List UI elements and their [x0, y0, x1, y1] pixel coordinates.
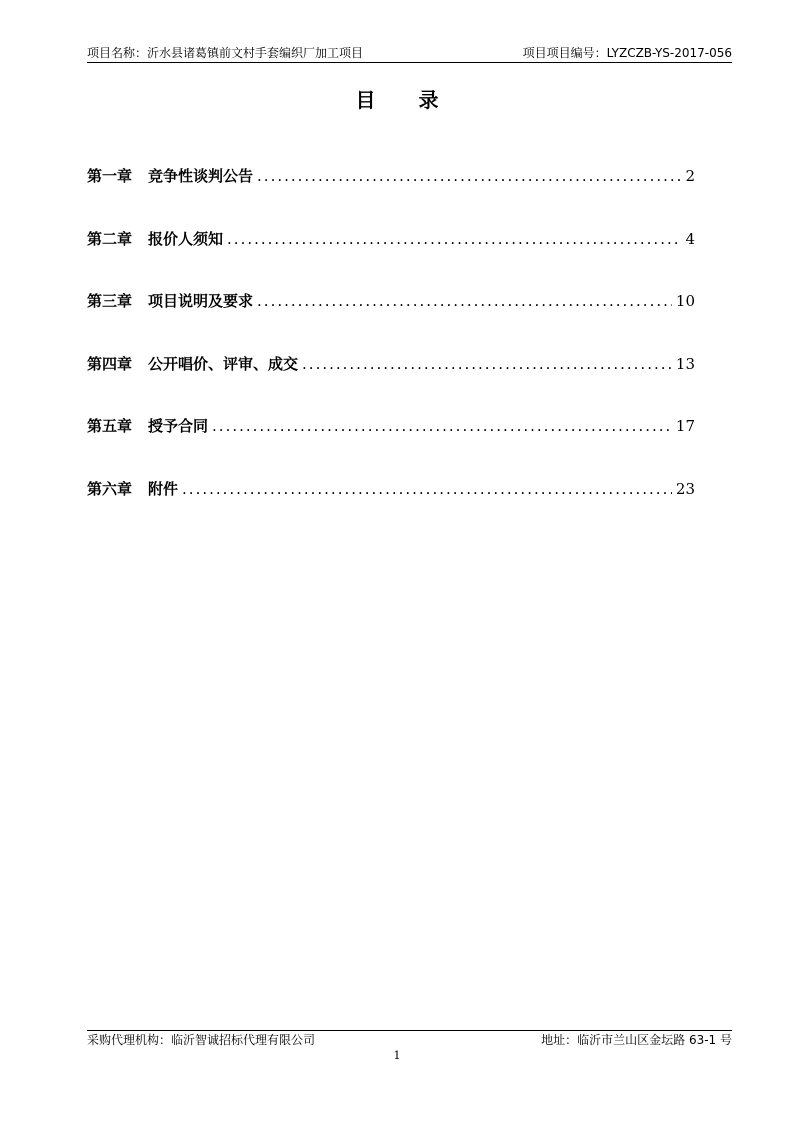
toc-chapter: 第二章	[87, 229, 133, 248]
header-project-name: 项目名称：沂水县诸葛镇前文村手套编织厂加工项目	[87, 46, 364, 60]
footer-address: 地址：临沂市兰山区金坛路 63-1 号	[541, 1033, 732, 1047]
toc-entry-title: 附件	[148, 479, 179, 498]
toc-entry-title: 项目说明及要求	[148, 292, 254, 310]
toc-entry-3[interactable]	[87, 290, 695, 314]
header-project-number: 项目项目编号：LYZCZB-YS-2017-056	[522, 46, 732, 60]
toc-chapter: 第一章	[87, 167, 133, 185]
toc-page-number: 4	[685, 229, 695, 248]
toc-leader-dots	[182, 480, 672, 498]
toc-leader-dots	[212, 417, 672, 435]
toc-chapter: 第四章	[87, 354, 133, 373]
header-divider	[87, 62, 732, 63]
page-number: 1	[393, 1049, 401, 1062]
toc-entry-5[interactable]	[87, 415, 695, 439]
toc-page-number: 17	[675, 417, 695, 435]
page-footer	[87, 1033, 732, 1048]
footer-divider	[87, 1030, 732, 1031]
toc-page-number: 13	[675, 354, 695, 373]
toc-title: 目 录	[355, 88, 457, 112]
toc-entry-title: 公开唱价、评审、成交	[148, 354, 299, 373]
toc-page-number: 23	[675, 479, 695, 498]
table-of-contents	[87, 165, 695, 540]
toc-leader-dots	[227, 230, 681, 248]
toc-chapter: 第五章	[87, 417, 133, 435]
toc-page-number: 2	[685, 167, 695, 185]
toc-entry-title: 竞争性谈判公告	[148, 167, 254, 185]
toc-entry-6[interactable]	[87, 478, 695, 502]
toc-entry-title: 授予合同	[148, 417, 209, 435]
toc-leader-dots	[257, 292, 672, 310]
toc-entry-2[interactable]	[87, 228, 695, 252]
toc-leader-dots	[257, 167, 681, 185]
toc-page-number: 10	[675, 292, 695, 310]
page-header	[87, 46, 732, 61]
toc-chapter: 第三章	[87, 292, 133, 310]
toc-leader-dots	[302, 355, 672, 373]
toc-entry-title: 报价人须知	[148, 229, 224, 248]
footer-agency: 采购代理机构：临沂智诚招标代理有限公司	[87, 1033, 316, 1047]
toc-entry-1[interactable]	[87, 165, 695, 189]
toc-chapter: 第六章	[87, 479, 133, 498]
toc-entry-4[interactable]	[87, 353, 695, 377]
